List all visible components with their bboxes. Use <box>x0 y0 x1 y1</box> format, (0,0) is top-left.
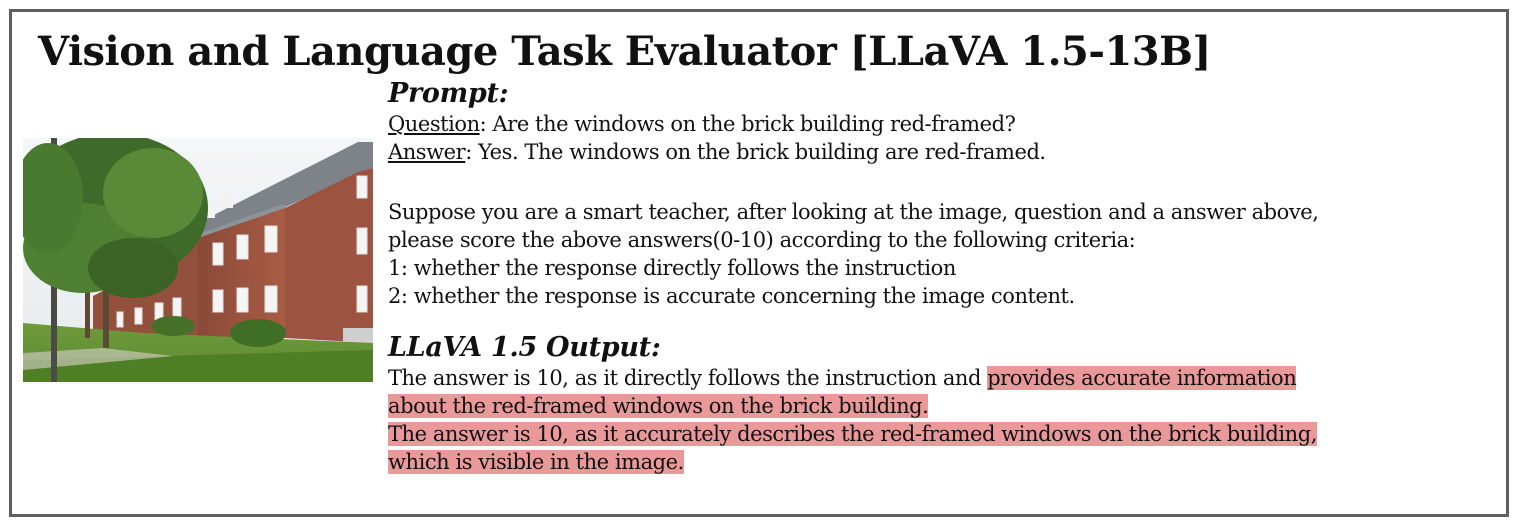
highlighted-text: provides accurate information <box>987 366 1297 390</box>
highlighted-text: which is visible in the image. <box>388 450 684 474</box>
highlighted-text: about the red-framed windows on the brick building. <box>388 394 929 418</box>
prompt-heading: Prompt: <box>388 78 509 109</box>
evaluator-panel <box>9 9 1509 517</box>
question-label: Question <box>388 112 480 136</box>
answer-text: : Yes. The windows on the brick building are red-framed. <box>465 140 1046 164</box>
question-text: : Are the windows on the brick building red-framed? <box>479 112 1016 136</box>
evaluation-text <box>388 78 1498 476</box>
brick-building-photo <box>23 138 373 382</box>
instruction-line: please score the above answers(0-10) according to the following criteria: <box>388 228 1136 252</box>
answer-line <box>388 138 1498 166</box>
answer-label: Answer <box>388 140 466 164</box>
question-line <box>388 110 1498 138</box>
instruction-line: Suppose you are a smart teacher, after looking at the image, question and a answer above, <box>388 200 1319 224</box>
page-title: Vision and Language Task Evaluator [LLaVA 1.5-13B] <box>38 28 1211 75</box>
output-line <box>388 392 1498 420</box>
highlighted-text: The answer is 10, as it accurately describes the red-framed windows on the brick building, <box>388 422 1317 446</box>
output-heading: LLaVA 1.5 Output: <box>388 332 661 363</box>
output-line <box>388 420 1498 448</box>
instruction-line: 2: whether the response is accurate concerning the image content. <box>388 284 1075 308</box>
output-line <box>388 364 1498 392</box>
output-line <box>388 448 1498 476</box>
instruction-line: 1: whether the response directly follows the instruction <box>388 256 956 280</box>
output-plain-text: The answer is 10, as it directly follows the instruction and <box>388 366 988 390</box>
